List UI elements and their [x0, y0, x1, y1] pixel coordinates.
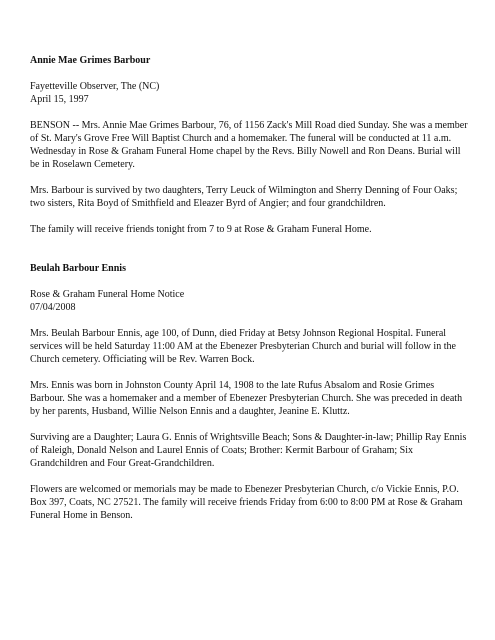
obituary-name: Beulah Barbour Ennis: [30, 263, 126, 274]
spacer: [30, 366, 470, 379]
spacer: [30, 106, 470, 119]
spacer: [30, 171, 470, 184]
obituary-paragraph: Flowers are welcomed or memorials may be made to Ebenezer Presbyterian Church, c/o Vickie Ennis, P.O. Box 397, Coats, NC 27521. The family will receive friends Friday from 6:00 to 8:00 PM at Rose & Graham Funeral Home in Benson.: [30, 484, 463, 521]
obituary-name: Annie Mae Grimes Barbour: [30, 55, 151, 66]
spacer: [30, 210, 470, 223]
obituary-annie-mae-grimes-barbour: [30, 54, 470, 236]
obituary-beulah-barbour-ennis: [30, 262, 470, 522]
document-page: [30, 54, 470, 522]
obituary-paragraph: Surviving are a Daughter; Laura G. Ennis of Wrightsville Beach; Sons & Daughter-in-law; Phillip Ray Ennis of Raleigh, Donald Nelson and Laurel Ennis of Coats; Brother: Kermit Barbour of Graham; Six Grandchildren and Four Great-Grandchildren.: [30, 432, 467, 469]
obituary-paragraph: Mrs. Beulah Barbour Ennis, age 100, of Dunn, died Friday at Betsy Johnson Regional Hospital. Funeral services will be held Saturday 11:00 AM at the Ebenezer Presbyterian Church and burial will follow in the Church cemetery. Officiating will be Rev. Warren Bock.: [30, 328, 456, 365]
spacer: [30, 418, 470, 431]
obituary-paragraph: Mrs. Ennis was born in Johnston County April 14, 1908 to the late Rufus Absalom and Rosie Grimes Barbour. She was a homemaker and a member of Ebenezer Presbyterian Church. She was preceded in death by her parents, Husband, Willie Nelson Ennis and a daughter, Jeanine E. Kluttz.: [30, 380, 463, 417]
spacer: [30, 314, 470, 327]
spacer: [30, 275, 470, 288]
section-spacer: [30, 236, 470, 262]
obituary-source: Fayetteville Observer, The (NC): [30, 81, 160, 92]
spacer: [30, 67, 470, 80]
obituary-date: 07/04/2008: [30, 302, 76, 313]
spacer: [30, 470, 470, 483]
obituary-paragraph: Mrs. Barbour is survived by two daughters, Terry Leuck of Wilmington and Sherry Denning of Four Oaks; two sisters, Rita Boyd of Smithfield and Eleazer Byrd of Angier; and four grandchildren.: [30, 185, 458, 209]
obituary-date: April 15, 1997: [30, 94, 89, 105]
obituary-paragraph: BENSON -- Mrs. Annie Mae Grimes Barbour, 76, of 1156 Zack's Mill Road died Sunday. She was a member of St. Mary's Grove Free Will Baptist Church and a homemaker. The funeral will be conducted at 11 a.m. Wednesday in Rose & Graham Funeral Home chapel by the Revs. Billy Nowell and Ron Deans. Burial will be in Roselawn Cemetery.: [30, 120, 468, 170]
obituary-source: Rose & Graham Funeral Home Notice: [30, 289, 185, 300]
obituary-paragraph: The family will receive friends tonight from 7 to 9 at Rose & Graham Funeral Home.: [30, 224, 372, 235]
